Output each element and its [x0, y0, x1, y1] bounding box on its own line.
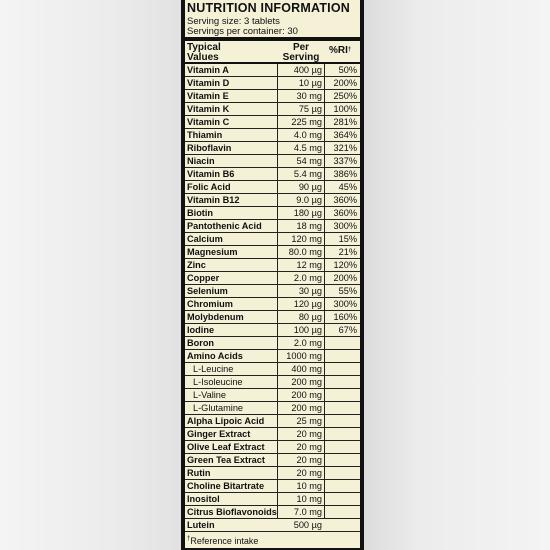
- nutrient-name: Ginger Extract: [187, 429, 251, 439]
- column-divider: [277, 64, 278, 519]
- table-row: [185, 233, 360, 246]
- amount-per-serving: 200 mg: [291, 390, 322, 400]
- amount-per-serving: 20 mg: [296, 442, 322, 452]
- nutrient-name: Biotin: [187, 208, 214, 218]
- nutrient-name: Magnesium: [187, 247, 238, 257]
- reference-intake-percent: 300%: [333, 299, 357, 309]
- amount-per-serving: 30 µg: [298, 286, 322, 296]
- table-row: [185, 376, 360, 389]
- table-row: [185, 298, 360, 311]
- table-row: [185, 64, 360, 77]
- amount-per-serving: 1000 mg: [286, 351, 322, 361]
- amount-per-serving: 2.0 mg: [293, 273, 322, 283]
- table-row: [185, 116, 360, 129]
- amount-per-serving: 75 µg: [298, 104, 322, 114]
- amount-per-serving: 80 µg: [298, 312, 322, 322]
- reference-intake-percent: 55%: [338, 286, 357, 296]
- amount-per-serving: 400 mg: [291, 364, 322, 374]
- nutrient-name: Vitamin A: [187, 65, 229, 75]
- reference-intake-percent: 45%: [338, 182, 357, 192]
- footnote: †Reference intake: [187, 536, 259, 546]
- label-title: NUTRITION INFORMATION: [187, 1, 350, 15]
- amount-per-serving: 120 mg: [291, 234, 322, 244]
- amount-per-serving: 10 mg: [296, 494, 322, 504]
- nutrient-name: Amino Acids: [187, 351, 243, 361]
- table-row: [185, 363, 360, 376]
- nutrient-name: L-Isoleucine: [193, 377, 243, 387]
- nutrition-label: [185, 0, 360, 548]
- nutrient-name: Vitamin C: [187, 117, 230, 127]
- reference-intake-percent: 364%: [333, 130, 357, 140]
- reference-intake-percent: 386%: [333, 169, 357, 179]
- table-row: [185, 207, 360, 220]
- nutrient-name: L-Valine: [193, 390, 227, 400]
- reference-intake-percent: 120%: [333, 260, 357, 270]
- reference-intake-percent: 100%: [333, 104, 357, 114]
- amount-per-serving: 225 mg: [291, 117, 322, 127]
- table-row: [185, 337, 360, 350]
- table-row: [185, 441, 360, 454]
- nutrient-name: Zinc: [187, 260, 206, 270]
- nutrient-name: Vitamin K: [187, 104, 230, 114]
- amount-per-serving: 90 µg: [298, 182, 322, 192]
- table-row: [185, 324, 360, 337]
- reference-intake-percent: 160%: [333, 312, 357, 322]
- amount-per-serving: 400 µg: [293, 65, 322, 75]
- table-row: [185, 311, 360, 324]
- amount-per-serving: 20 mg: [296, 429, 322, 439]
- amount-per-serving: 10 µg: [298, 78, 322, 88]
- table-row: [185, 415, 360, 428]
- amount-per-serving: 9.0 µg: [296, 195, 322, 205]
- reference-intake-percent: 21%: [338, 247, 357, 257]
- table-row: [185, 467, 360, 480]
- reference-intake-percent: 300%: [333, 221, 357, 231]
- nutrient-name: Iodine: [187, 325, 215, 335]
- table-row: [185, 246, 360, 259]
- amount-per-serving: 20 mg: [296, 455, 322, 465]
- reference-intake-percent: 200%: [333, 78, 357, 88]
- table-header: [185, 41, 360, 63]
- nutrient-name: Folic Acid: [187, 182, 231, 192]
- nutrient-name: Riboflavin: [187, 143, 232, 153]
- nutrient-name: Calcium: [187, 234, 223, 244]
- reference-intake-percent: 321%: [333, 143, 357, 153]
- reference-intake-percent: 281%: [333, 117, 357, 127]
- table-row: [185, 480, 360, 493]
- nutrient-name: Boron: [187, 338, 215, 348]
- nutrient-name: Lutein: [187, 520, 215, 530]
- nutrient-name: Rutin: [187, 468, 211, 478]
- amount-per-serving: 30 mg: [296, 91, 322, 101]
- background-right: [364, 0, 550, 550]
- table-row: [185, 454, 360, 467]
- background-left: [0, 0, 181, 550]
- table-row: [185, 428, 360, 441]
- nutrient-name: Selenium: [187, 286, 228, 296]
- table-row: [185, 220, 360, 233]
- amount-per-serving: 12 mg: [296, 260, 322, 270]
- amount-per-serving: 54 mg: [296, 156, 322, 166]
- reference-intake-percent: 337%: [333, 156, 357, 166]
- table-row: [185, 194, 360, 207]
- table-row: [185, 259, 360, 272]
- reference-intake-percent: 250%: [333, 91, 357, 101]
- servings-per-container: Servings per container: 30: [187, 26, 298, 37]
- nutrient-name: Copper: [187, 273, 220, 283]
- nutrient-name: Thiamin: [187, 130, 223, 140]
- table-row: [185, 90, 360, 103]
- amount-per-serving: 20 mg: [296, 468, 322, 478]
- table-row: [185, 493, 360, 506]
- amount-per-serving: 200 mg: [291, 403, 322, 413]
- amount-per-serving: 10 mg: [296, 481, 322, 491]
- nutrient-name: L-Leucine: [193, 364, 234, 374]
- table-row: [185, 519, 360, 532]
- amount-per-serving: 4.5 mg: [293, 143, 322, 153]
- header-per-serving: Per Serving: [282, 42, 320, 63]
- column-divider: [324, 64, 325, 519]
- table-row: [185, 272, 360, 285]
- table-row: [185, 168, 360, 181]
- nutrient-name: Pantothenic Acid: [187, 221, 262, 231]
- table-row: [185, 506, 360, 519]
- table-row: [185, 155, 360, 168]
- table-row: [185, 285, 360, 298]
- nutrient-name: Choline Bitartrate: [187, 481, 265, 491]
- reference-intake-percent: 360%: [333, 195, 357, 205]
- amount-per-serving: 2.0 mg: [293, 338, 322, 348]
- nutrient-name: Green Tea Extract: [187, 455, 265, 465]
- amount-per-serving: 7.0 mg: [293, 507, 322, 517]
- amount-per-serving: 25 mg: [296, 416, 322, 426]
- nutrient-name: Vitamin B6: [187, 169, 235, 179]
- amount-per-serving: 500 µg: [293, 520, 322, 530]
- amount-per-serving: 100 µg: [293, 325, 322, 335]
- nutrient-table: [185, 64, 360, 532]
- reference-intake-percent: 15%: [338, 234, 357, 244]
- amount-per-serving: 80.0 mg: [288, 247, 322, 257]
- nutrient-name: Citrus Bioflavonoids: [187, 507, 277, 517]
- table-row: [185, 103, 360, 116]
- reference-intake-percent: 360%: [333, 208, 357, 218]
- nutrient-name: Niacin: [187, 156, 215, 166]
- table-row: [185, 129, 360, 142]
- table-row: [185, 350, 360, 363]
- header-typical-values: Typical Values: [187, 42, 221, 63]
- table-row: [185, 389, 360, 402]
- amount-per-serving: 4.0 mg: [293, 130, 322, 140]
- reference-intake-percent: 200%: [333, 273, 357, 283]
- reference-intake-percent: 50%: [338, 65, 357, 75]
- table-row: [185, 77, 360, 90]
- serving-size: Serving size: 3 tablets: [187, 16, 280, 27]
- nutrient-name: Vitamin D: [187, 78, 230, 88]
- nutrient-name: Chromium: [187, 299, 233, 309]
- amount-per-serving: 18 mg: [296, 221, 322, 231]
- table-row: [185, 402, 360, 415]
- nutrient-name: L-Glutamine: [193, 403, 244, 413]
- nutrient-name: Olive Leaf Extract: [187, 442, 265, 452]
- amount-per-serving: 120 µg: [293, 299, 322, 309]
- table-row: [185, 181, 360, 194]
- table-row: [185, 142, 360, 155]
- amount-per-serving: 200 mg: [291, 377, 322, 387]
- nutrient-name: Vitamin B12: [187, 195, 240, 205]
- amount-per-serving: 180 µg: [293, 208, 322, 218]
- header-ri: %RI†: [329, 45, 352, 56]
- nutrient-name: Alpha Lipoic Acid: [187, 416, 265, 426]
- amount-per-serving: 5.4 mg: [293, 169, 322, 179]
- nutrient-name: Inositol: [187, 494, 220, 504]
- reference-intake-percent: 67%: [338, 325, 357, 335]
- nutrient-name: Molybdenum: [187, 312, 244, 322]
- nutrient-name: Vitamin E: [187, 91, 229, 101]
